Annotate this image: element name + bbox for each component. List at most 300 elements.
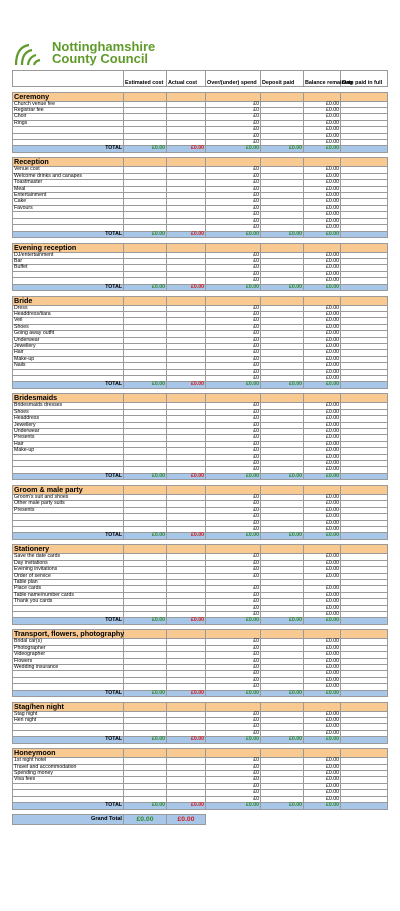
total-estimated: £0.00 [124,473,167,479]
grand-total-estimated: £0.00 [124,815,167,825]
total-actual: £0.00 [167,803,206,809]
over-under-value: £0 [206,376,261,382]
over-under-value: £0 [206,120,261,126]
item-label: Buffet [13,265,124,271]
balance-value: £0.00 [304,140,341,146]
grand-total-row [13,815,388,825]
balance-value: £0.00 [304,771,341,777]
section-header [13,702,388,711]
total-deposit: £0.00 [261,618,304,624]
balance-value: £0.00 [304,711,341,717]
section-title: Reception [13,158,124,167]
over-under-value: £0 [206,796,261,802]
total-balance: £0.00 [304,618,341,624]
over-under-value: £0 [206,435,261,441]
over-under-value: £0 [206,108,261,114]
over-under-value: £0 [206,429,261,435]
total-balance: £0.00 [304,803,341,809]
balance-value: £0.00 [304,718,341,724]
total-deposit: £0.00 [261,146,304,152]
item-label: Presents [13,507,124,513]
total-actual: £0.00 [167,473,206,479]
balance-value: £0.00 [304,454,341,460]
over-under-value: £0 [206,265,261,271]
total-actual: £0.00 [167,737,206,743]
section-title: Groom & male party [13,485,124,494]
section-title: Honeymoon [13,749,124,758]
over-under-value: £0 [206,645,261,651]
balance-value: £0.00 [304,586,341,592]
balance-value: £0.00 [304,337,341,343]
over-under-value: £0 [206,611,261,617]
balance-value: £0.00 [304,133,341,139]
over-under-value: £0 [206,783,261,789]
total-actual: £0.00 [167,690,206,696]
over-under-value: £0 [206,186,261,192]
total-deposit: £0.00 [261,533,304,539]
balance-value: £0.00 [304,108,341,114]
balance-value: £0.00 [304,258,341,264]
over-under-value: £0 [206,173,261,179]
column-header [13,71,124,87]
total-actual: £0.00 [167,618,206,624]
council-emblem-icon [12,41,46,67]
over-under-value: £0 [206,724,261,730]
over-under-value: £0 [206,258,261,264]
over-under-value: £0 [206,305,261,311]
item-label: Table plan [13,579,124,585]
item-label: Going away outfit [13,331,124,337]
balance-value: £0.00 [304,652,341,658]
item-label: Photographer [13,645,124,651]
item-label: Wedding insurance [13,665,124,671]
over-under-value: £0 [206,127,261,133]
total-balance: £0.00 [304,146,341,152]
item-label: Bridal car(s) [13,639,124,645]
over-under-value: £0 [206,167,261,173]
item-label: Hair [13,350,124,356]
total-over-under: £0.00 [206,533,261,539]
header-row [13,71,388,87]
item-label: Presents [13,435,124,441]
over-under-value: £0 [206,369,261,375]
total-estimated: £0.00 [124,803,167,809]
total-label: TOTAL [13,382,124,388]
over-under-value: £0 [206,225,261,231]
over-under-value: £0 [206,567,261,573]
over-under-value: £0 [206,718,261,724]
over-under-value: £0 [206,652,261,658]
balance-value: £0.00 [304,507,341,513]
over-under-value: £0 [206,501,261,507]
section-title: Bridesmaids [13,394,124,403]
balance-value: £0.00 [304,120,341,126]
total-over-under: £0.00 [206,382,261,388]
item-label: Dress [13,305,124,311]
total-balance: £0.00 [304,533,341,539]
total-estimated: £0.00 [124,737,167,743]
wedding-budget-table [12,70,388,825]
over-under-value: £0 [206,363,261,369]
total-estimated: £0.00 [124,284,167,290]
balance-value: £0.00 [304,467,341,473]
balance-value: £0.00 [304,777,341,783]
balance-value: £0.00 [304,218,341,224]
column-header: Over/(under) spend [206,71,261,87]
over-under-value: £0 [206,592,261,598]
over-under-value: £0 [206,324,261,330]
balance-value: £0.00 [304,343,341,349]
balance-value: £0.00 [304,758,341,764]
balance-value: £0.00 [304,403,341,409]
over-under-value: £0 [206,193,261,199]
total-estimated: £0.00 [124,690,167,696]
over-under-value: £0 [206,467,261,473]
item-label: Venue cost [13,167,124,173]
item-label: Choir [13,114,124,120]
column-header: Estimated cost [124,71,167,87]
balance-value: £0.00 [304,186,341,192]
total-label: TOTAL [13,690,124,696]
item-label: Hen night [13,718,124,724]
balance-value: £0.00 [304,409,341,415]
total-deposit: £0.00 [261,382,304,388]
grand-total-actual: £0.00 [167,815,206,825]
over-under-value: £0 [206,586,261,592]
over-under-value: £0 [206,554,261,560]
total-over-under: £0.00 [206,473,261,479]
over-under-value: £0 [206,180,261,186]
balance-value: £0.00 [304,677,341,683]
section-header [13,243,388,252]
over-under-value: £0 [206,514,261,520]
total-deposit: £0.00 [261,690,304,696]
balance-value: £0.00 [304,605,341,611]
balance-value: £0.00 [304,252,341,258]
total-balance: £0.00 [304,284,341,290]
balance-value: £0.00 [304,764,341,770]
item-label: Jewellery [13,343,124,349]
balance-value: £0.00 [304,724,341,730]
balance-value: £0.00 [304,461,341,467]
total-over-under: £0.00 [206,146,261,152]
logo-line-2: County Council [52,51,149,66]
item-label: Place cards [13,586,124,592]
item-label: Cake [13,199,124,205]
column-header: Date paid in full [341,71,388,87]
section-title: Transport, flowers, photography [14,629,125,639]
over-under-value: £0 [206,771,261,777]
balance-value: £0.00 [304,796,341,802]
item-label: Headdress [13,416,124,422]
balance-value: £0.00 [304,212,341,218]
balance-value: £0.00 [304,173,341,179]
balance-value: £0.00 [304,311,341,317]
balance-value: £0.00 [304,494,341,500]
item-label: Shoes [13,324,124,330]
balance-value: £0.00 [304,350,341,356]
balance-value: £0.00 [304,318,341,324]
column-header: Balance remaining [304,71,341,87]
item-label: Other male party suits [13,501,124,507]
item-label: Veil [13,318,124,324]
over-under-value: £0 [206,684,261,690]
over-under-value: £0 [206,573,261,579]
balance-value: £0.00 [304,671,341,677]
over-under-value: £0 [206,114,261,120]
item-label: Welcome drinks and canapes [13,173,124,179]
column-header: Deposit paid [261,71,304,87]
balance-value: £0.00 [304,225,341,231]
total-label: TOTAL [13,737,124,743]
item-label: Flowers [13,658,124,664]
total-label: TOTAL [13,618,124,624]
item-label: Bar [13,258,124,264]
item-label: DJ/entertainment [13,252,124,258]
total-over-under: £0.00 [206,803,261,809]
over-under-value: £0 [206,639,261,645]
total-label: TOTAL [13,533,124,539]
balance-value: £0.00 [304,783,341,789]
over-under-value: £0 [206,605,261,611]
item-label: Meal [13,186,124,192]
item-label: Make-up [13,448,124,454]
balance-value: £0.00 [304,363,341,369]
total-actual: £0.00 [167,146,206,152]
over-under-value: £0 [206,409,261,415]
section-title: Stationery [13,545,124,554]
balance-value: £0.00 [304,167,341,173]
total-over-under: £0.00 [206,284,261,290]
item-label: Table name/number cards [13,592,124,598]
balance-value: £0.00 [304,645,341,651]
balance-value: £0.00 [304,790,341,796]
over-under-value: £0 [206,350,261,356]
section-title: Bride [13,296,124,305]
balance-value: £0.00 [304,441,341,447]
balance-value: £0.00 [304,114,341,120]
over-under-value: £0 [206,494,261,500]
balance-value: £0.00 [304,127,341,133]
total-label: TOTAL [13,473,124,479]
balance-value: £0.00 [304,730,341,736]
balance-value: £0.00 [304,684,341,690]
over-under-value: £0 [206,758,261,764]
item-label: Groom's suit and shoes [13,494,124,500]
over-under-value: £0 [206,422,261,428]
balance-value: £0.00 [304,305,341,311]
item-label: Make-up [13,356,124,362]
total-estimated: £0.00 [124,231,167,237]
item-label: Nails [13,363,124,369]
section-title: Stag/hen night [13,702,124,711]
item-label: Stag night [13,711,124,717]
total-actual: £0.00 [167,533,206,539]
balance-value: £0.00 [304,356,341,362]
over-under-value: £0 [206,764,261,770]
item-label: Underwear [13,337,124,343]
balance-value: £0.00 [304,278,341,284]
total-over-under: £0.00 [206,618,261,624]
over-under-value: £0 [206,441,261,447]
section-header [13,296,388,305]
over-under-value: £0 [206,199,261,205]
over-under-value: £0 [206,671,261,677]
balance-value: £0.00 [304,560,341,566]
total-actual: £0.00 [167,382,206,388]
total-deposit: £0.00 [261,473,304,479]
item-label: Visa fees [13,777,124,783]
total-balance: £0.00 [304,473,341,479]
balance-value: £0.00 [304,573,341,579]
over-under-value: £0 [206,454,261,460]
total-deposit: £0.00 [261,803,304,809]
balance-value: £0.00 [304,101,341,107]
item-label: Entertainment [13,193,124,199]
over-under-value: £0 [206,252,261,258]
over-under-value: £0 [206,790,261,796]
column-header: Actual cost [167,71,206,87]
over-under-value: £0 [206,101,261,107]
total-over-under: £0.00 [206,737,261,743]
total-over-under: £0.00 [206,690,261,696]
total-estimated: £0.00 [124,533,167,539]
balance-value: £0.00 [304,599,341,605]
total-deposit: £0.00 [261,737,304,743]
over-under-value: £0 [206,658,261,664]
balance-value: £0.00 [304,324,341,330]
over-under-value: £0 [206,212,261,218]
over-under-value: £0 [206,777,261,783]
logo-line-1: Nottinghamshire [52,39,156,54]
item-label: Evening invitations [13,567,124,573]
over-under-value: £0 [206,403,261,409]
over-under-value: £0 [206,331,261,337]
balance-value: £0.00 [304,520,341,526]
total-balance: £0.00 [304,231,341,237]
section-title: Evening reception [13,243,124,252]
balance-value: £0.00 [304,501,341,507]
over-under-value: £0 [206,665,261,671]
balance-value: £0.00 [304,554,341,560]
total-label: TOTAL [13,231,124,237]
grand-total-label: Grand Total [13,815,124,825]
over-under-value: £0 [206,318,261,324]
balance-value: £0.00 [304,422,341,428]
item-label: Jewellery [13,422,124,428]
over-under-value: £0 [206,448,261,454]
balance-value: £0.00 [304,526,341,532]
over-under-value: £0 [206,507,261,513]
balance-value: £0.00 [304,429,341,435]
total-label: TOTAL [13,284,124,290]
balance-value: £0.00 [304,180,341,186]
balance-value: £0.00 [304,665,341,671]
total-balance: £0.00 [304,737,341,743]
item-label: Bridesmaids dresses [13,403,124,409]
total-over-under: £0.00 [206,231,261,237]
item-label: Day invitations [13,560,124,566]
total-actual: £0.00 [167,284,206,290]
over-under-value: £0 [206,461,261,467]
over-under-value: £0 [206,133,261,139]
balance-value: £0.00 [304,658,341,664]
total-deposit: £0.00 [261,231,304,237]
balance-value: £0.00 [304,592,341,598]
item-label: Church venue fee [13,101,124,107]
balance-value: £0.00 [304,514,341,520]
balance-value: £0.00 [304,193,341,199]
balance-value: £0.00 [304,369,341,375]
total-label: TOTAL [13,146,124,152]
balance-value: £0.00 [304,199,341,205]
item-label: 1st night hotel [13,758,124,764]
total-deposit: £0.00 [261,284,304,290]
council-logo [12,41,242,67]
over-under-value: £0 [206,356,261,362]
section-header [13,92,388,101]
balance-value: £0.00 [304,639,341,645]
item-label: Thank you cards [13,599,124,605]
balance-value: £0.00 [304,448,341,454]
balance-value: £0.00 [304,435,341,441]
balance-value: £0.00 [304,265,341,271]
total-label: TOTAL [13,803,124,809]
over-under-value: £0 [206,311,261,317]
balance-value: £0.00 [304,376,341,382]
total-estimated: £0.00 [124,382,167,388]
total-balance: £0.00 [304,382,341,388]
item-label: Shoes [13,409,124,415]
total-estimated: £0.00 [124,618,167,624]
item-label: Order of service [13,573,124,579]
balance-value: £0.00 [304,416,341,422]
item-label: Spending money [13,771,124,777]
item-label: Toastmaster [13,180,124,186]
item-label: Videographer [13,652,124,658]
over-under-value: £0 [206,278,261,284]
total-balance: £0.00 [304,690,341,696]
balance-value: £0.00 [304,331,341,337]
over-under-value: £0 [206,218,261,224]
total-actual: £0.00 [167,231,206,237]
item-label: Travel and accommodation [13,764,124,770]
over-under-value: £0 [206,337,261,343]
over-under-value: £0 [206,560,261,566]
balance-value: £0.00 [304,611,341,617]
over-under-value: £0 [206,599,261,605]
section-title: Ceremony [13,92,124,101]
item-label: Favours [13,205,124,211]
over-under-value: £0 [206,343,261,349]
item-label: Hair [13,441,124,447]
total-estimated: £0.00 [124,146,167,152]
over-under-value: £0 [206,416,261,422]
over-under-value: £0 [206,677,261,683]
over-under-value: £0 [206,711,261,717]
item-label: Save the date cards [13,554,124,560]
balance-value: £0.00 [304,567,341,573]
item-label: Registrar fee [13,108,124,114]
item-label: Headdress/tiara [13,311,124,317]
over-under-value: £0 [206,271,261,277]
over-under-value: £0 [206,205,261,211]
item-label: Underwear [13,429,124,435]
balance-value: £0.00 [304,271,341,277]
balance-value: £0.00 [304,205,341,211]
over-under-value: £0 [206,730,261,736]
over-under-value: £0 [206,520,261,526]
